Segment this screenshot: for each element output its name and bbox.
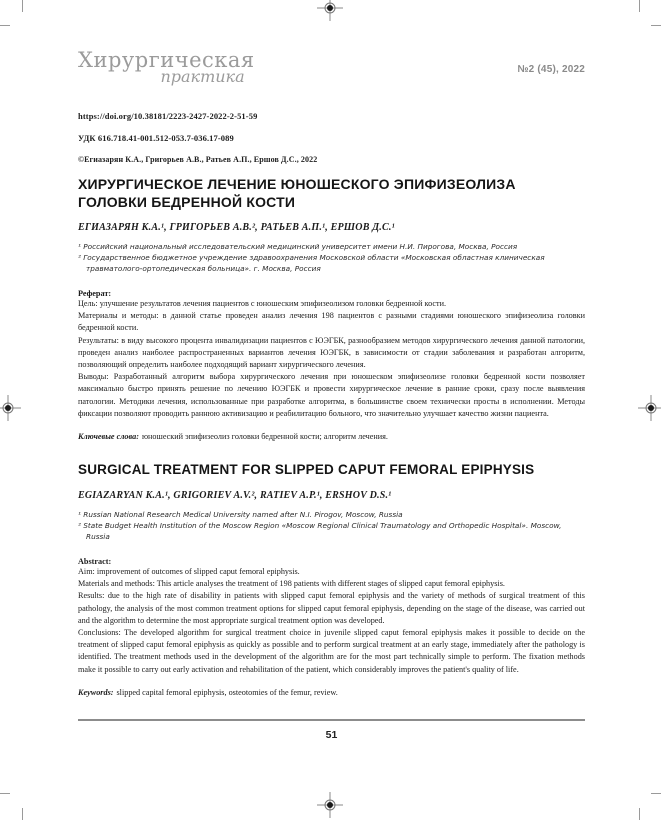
abstract-ru <box>78 298 585 420</box>
authors-en: EGIAZARYAN K.A.¹, GRIGORIEV A.V.², RATIEV A.P.¹, ERSHOV D.S.¹ <box>78 490 392 502</box>
registration-mark-icon <box>317 792 343 818</box>
affiliation-item: ² Государственное бюджетное учреждение здравоохранения Московской области «Московская областная клиническая травматолого-ортопедическая больница». г. Москва, Россия <box>78 253 545 273</box>
keywords-label-ru: Ключевые слова: <box>78 432 139 442</box>
registration-mark-icon <box>0 395 21 421</box>
abstract-conclusions-en: Conclusions: The developed algorithm for surgical treatment choice in juvenile slipped caput femoral epiphysis makes it possible to decide on the treatment of slipped caput femoral epiphysis as quickly as possible and to perform surgical treatment at an early stage, immediately after the pathology is identified. The treatment methods used in the development of the algorithm are for the most part technically simple to perform. The fixation methods make it possible to carry out early activation and rehabilitation of the patient, which considerably improves the patient's quality of life. <box>78 628 585 674</box>
journal-logo <box>78 50 255 85</box>
affiliations-en <box>78 509 585 542</box>
keywords-label-en: Keywords: <box>78 687 114 697</box>
abstract-aim-ru: Цель: улучшение результатов лечения пациентов с юношеским эпифизеолизом головки бедренной кости. <box>78 299 447 308</box>
crop-mark <box>639 808 640 820</box>
udc-code: УДК 616.718.41-001.512-053.7-036.17-089 <box>78 133 234 143</box>
journal-logo-subname: практика <box>160 67 245 86</box>
abstract-results-ru: Результаты: в виду высокого процента инвалидизации пациентов с ЮЭГБК, разнообразием методов хирургического лечения данной патологии, проведен анализ наиболее распространенных вариантов лечения ЮЭГБК, в зависимости от стадии заболевания и разработан алгоритм, позволяющий определить наиболее подходящий вариант хирургического лечения. <box>78 335 585 370</box>
registration-mark-icon <box>638 395 661 421</box>
article-title-ru: ХИРУРГИЧЕСКОЕ ЛЕЧЕНИЕ ЮНОШЕСКОГО ЭПИФИЗЕОЛИЗА ГОЛОВКИ БЕДРЕННОЙ КОСТИ <box>78 176 516 210</box>
article-content <box>78 0 585 741</box>
affiliation-item: ² State Budget Health Institution of the Moscow Region «Moscow Regional Clinical Traumatology and Orthopedic Hospital». Moscow, Russia <box>78 521 562 542</box>
abstract-aim-en: Aim: improvement of outcomes of slipped caput femoral epiphysis. <box>78 567 300 577</box>
abstract-conclusions-ru: Выводы: Разработанный алгоритм выбора хирургического лечения при юношеском эпифизеолизе головки бедренной кости позволяет максимально быстро принять решение по лечению ЮЭГБК и провести хирургическое лечение в ранние сроки, сразу после выявления патологии. Методики лечения, использованные при разработке алгоритма, в большинстве своем технически просты в исполнении. Методы фиксации позволяют проводить раннюю активизацию и реабилитацию больного, что значительно улучшает качество жизни пациента. <box>78 372 585 418</box>
abstract-label-ru: Реферат: <box>78 289 112 298</box>
crop-mark <box>0 793 10 794</box>
doi-link: https://doi.org/10.38181/2223-2427-2022-2-51-59 <box>78 111 258 121</box>
crop-mark <box>22 808 23 820</box>
authors-ru: ЕГИАЗАРЯН К.А.¹, ГРИГОРЬЕВ А.В.², РАТЬЕВ А.П.¹, ЕРШОВ Д.С.¹ <box>78 222 395 233</box>
abstract-methods-en: Materials and methods: This article analyses the treatment of 198 patients with different stages of slipped caput femoral epiphysis. <box>78 579 505 589</box>
affiliation-item: ¹ Russian National Research Medical University named after N.I. Pirogov, Moscow, Russia <box>78 510 403 520</box>
footer-rule <box>78 719 585 721</box>
abstract-en <box>78 566 585 676</box>
keywords-ru <box>78 432 585 441</box>
keywords-text-ru: юношеский эпифизеолиз головки бедренной кости; алгоритм лечения. <box>141 432 388 442</box>
affiliation-item: ¹ Российский национальный исследовательский медицинский университет имени Н.И. Пирогова, Москва, Россия <box>78 242 518 251</box>
copyright-line: ©Егиазарян К.А., Григорьев А.В., Ратьев А.П., Ершов Д.С., 2022 <box>78 155 318 164</box>
affiliations-ru <box>78 241 585 274</box>
keywords-text-en: slipped capital femoral epiphysis, osteotomies of the femur, review. <box>116 687 338 697</box>
crop-mark <box>651 25 661 26</box>
crop-mark <box>639 0 640 12</box>
crop-mark <box>0 25 10 26</box>
crop-mark <box>651 793 661 794</box>
issue-number: №2 (45), 2022 <box>517 64 585 75</box>
page-number: 51 <box>325 728 338 741</box>
journal-logo-name: Хирургическая <box>78 48 255 72</box>
abstract-results-en: Results: due to the high rate of disability in patients with slipped caput femoral epiphysis and the variety of methods of surgical treatment of this pathology, the analysis of the most common treatment options for slipped caput femoral epiphysis, depending on the stage of the disease, was carried out and the algorithm to determine the most appropriate surgical treatment option was developed. <box>78 591 585 625</box>
crop-mark <box>22 0 23 12</box>
keywords-en <box>78 688 585 697</box>
article-title-en: SURGICAL TREATMENT FOR SLIPPED CAPUT FEMORAL EPIPHYSIS <box>78 462 535 478</box>
journal-header <box>78 0 585 85</box>
abstract-label-en: Abstract: <box>78 557 112 567</box>
abstract-methods-ru: Материалы и методы: в данной статье проведен анализ лечения 198 пациентов с разными стадиями юношеского эпифизеолиза головки бедренной кости. <box>78 311 585 333</box>
